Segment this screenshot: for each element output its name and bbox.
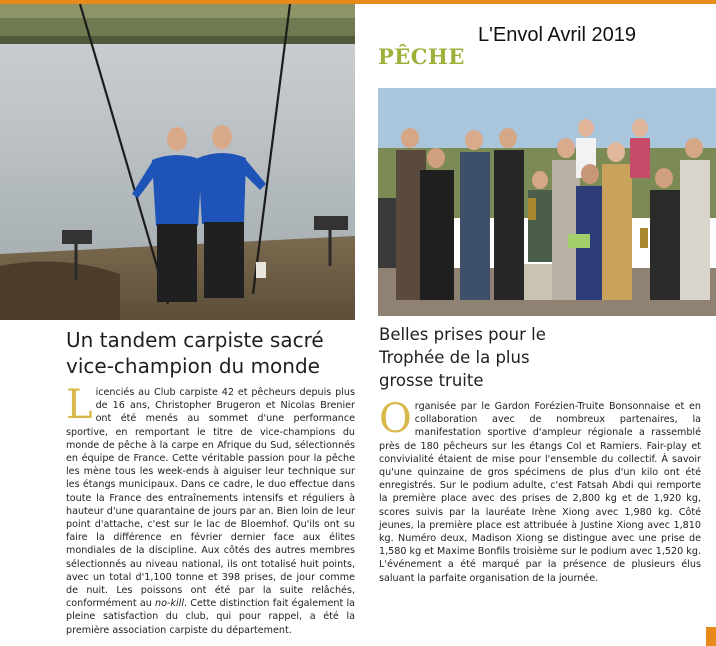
dropcap-right: O [379,396,412,442]
section-title: PÊCHE [378,44,465,69]
article-left-text-end: . Cette distinction fait également la pleine satisfaction du club, qui pour rappel, a été la première association carpiste du département. [66,598,355,636]
article-left-title: Un tandem carpiste sacré vice-champion du monde [66,328,324,378]
photo-trophy-group [378,88,716,316]
article-left-body [66,382,355,637]
dropcap-left: L [66,382,93,428]
article-left-italic: no-kill [155,598,185,610]
photo-carp-anglers [0,4,355,320]
article-left-text: icenciés au Club carpiste 42 et pêcheurs depuis plus de 16 ans, Christopher Brugeron et Nicolas Brenier ont été menés au sommet d'une performance sportive, en remportant le titre de vice-champions du monde de pêche à la carpe en Afrique du Sud, sélectionnés en équipe de France. Cette véritable passion pour la pêche les mène tous les week-ends à aiguiser leur technique sur les étangs municipaux. Dans ce cadre, le duo effectue dans toute la France des entraînements intensifs et réguliers à hauteur d'une quarantaine de jours par an. Bien loin de leur point d'attache, c'est sur le lac de Bloemhof. Qu'ils ont su faire la différence en février dernier face aux élites mondiales de la discipline. Aux côtés des autres membres sélectionnés au niveau national, ils ont totalisé huit points, avec un total d'1,100 tonne et 398 prises, de jour comme de nuit. Les poissons ont été par la suite relâchés, conformément au [66,387,355,610]
article-right-text: rganisée par le Gardon Forézien-Truite Bonsonnaise et en collaboration avec de nombreux partenaires, la manifestation sportive d'ampleur régionale a rassemblé près de 180 pêcheurs sur les étangs Col et Ramiers. Fair-play et convivialité étaient de mise pour l'ensemble du collectif. À savoir qu'une quinzaine de gros spécimens de plus d'un kilo ont été enregistrés. Sur le podium adulte, c'est Fatsah Abdi qui remporte la première place avec des prises de 2,800 kg et de 1,920 kg, scores suivis par la lauréate Irène Xiong avec 1,980 kg. Côté jeunes, la première place est attribuée à Justine Xiong avec 1,810 kg. Numéro deux, Madison Xiong se distingue avec une prise de 1,580 kg et Maxime Bonfils troisième sur le podium avec 1,520 kg. L'événement a été marqué par la présence de plusieurs élus saluant la parfaite organisation de la journée. [379,401,701,584]
article-right-title: Belles prises pour le Trophée de la plus grosse truite [379,325,546,390]
edition-label: L'Envol Avril 2019 [478,24,636,46]
article-right-body [379,396,701,585]
page-corner-tab [706,627,716,646]
